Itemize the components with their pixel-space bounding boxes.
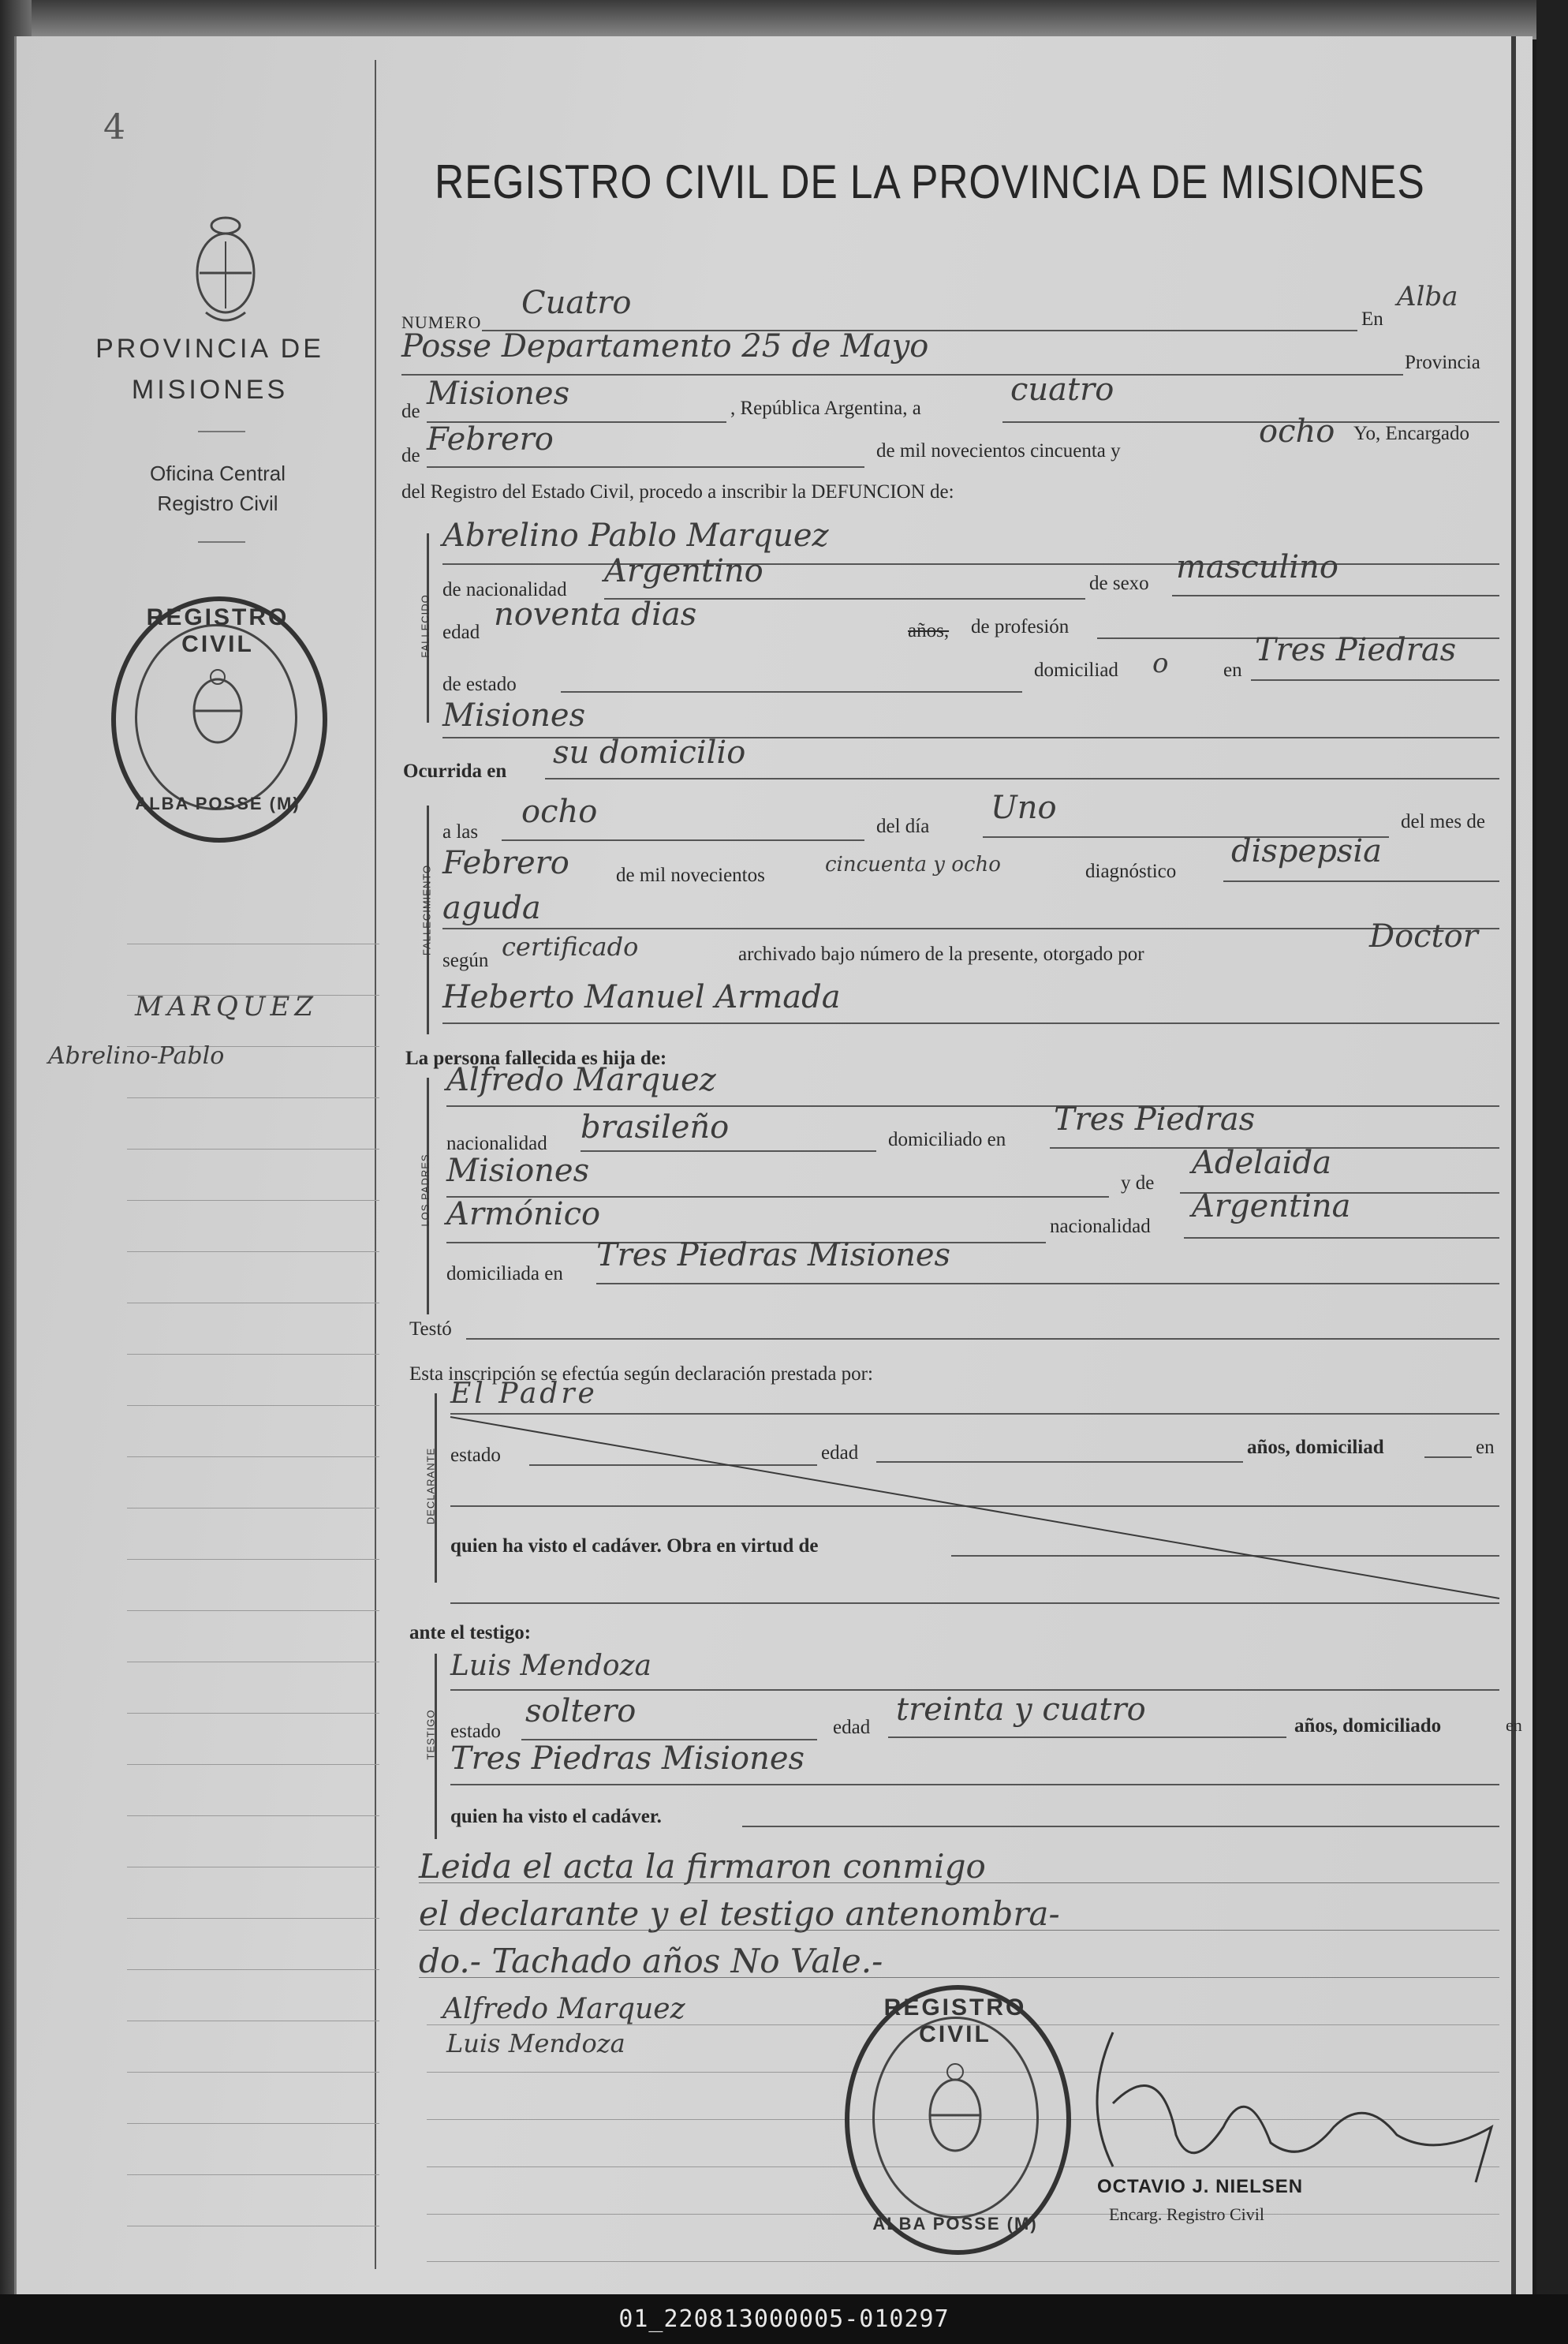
provincia-value: Misiones	[427, 376, 570, 412]
fallecimiento-del-dia-label: del día	[876, 816, 930, 837]
day-value: cuatro	[1010, 372, 1114, 408]
form-title: REGISTRO CIVIL DE LA PROVINCIA DE MISIONES	[435, 155, 1425, 208]
de-label-2: de	[401, 445, 420, 466]
testigo-visto-label: quien ha visto el cadáver.	[450, 1806, 662, 1827]
signature-testigo: Luis Mendoza	[446, 2028, 625, 2058]
encargado-label: Yo, Encargado	[1353, 423, 1469, 444]
fallecido-profesion-label: de profesión	[971, 616, 1070, 637]
office-heading	[64, 458, 371, 518]
image-caption: 01_220813000005-010297	[0, 2294, 1568, 2344]
margin-stamp-bottom-text: ALBA POSSE (M)	[135, 794, 301, 813]
margin-given-names: Abrelino-Pablo	[48, 1042, 225, 1070]
registro-line: del Registro del Estado Civil, procedo a inscribir la DEFUNCION de:	[401, 481, 954, 503]
testigo-anos-label: años, domiciliado	[1294, 1715, 1442, 1737]
declarante-estado-label: estado	[450, 1445, 501, 1466]
testigo-intro: ante el testigo:	[409, 1622, 532, 1643]
closing-line2: el declarante y el testigo antenombra-	[419, 1894, 1060, 1933]
official-signature-scrawl	[1066, 2009, 1507, 2190]
signature-declarante: Alfredo Marquez	[442, 1993, 685, 2025]
testigo-name: Luis Mendoza	[450, 1650, 652, 1682]
declarante-anos-label: años, domiciliad	[1247, 1437, 1384, 1458]
fallecido-domicilio-value2: Misiones	[442, 697, 586, 734]
testigo-domicilio-value: Tres Piedras Misiones	[450, 1740, 805, 1777]
argentine-coat-of-arms-icon	[190, 194, 261, 328]
ocurrida-value: su domicilio	[553, 735, 746, 771]
provincia-label: Provincia	[1405, 352, 1480, 373]
province-line1: PROVINCIA DE	[95, 334, 324, 364]
fallecimiento-diag-value2: aguda	[442, 890, 541, 926]
official-name: OCTAVIO J. NIELSEN	[1097, 2176, 1304, 2197]
fallecimiento-otorgado-value: Doctor	[1369, 918, 1478, 955]
numero-label: NUMERO	[401, 312, 482, 332]
padre-nac-value: brasileño	[581, 1109, 730, 1146]
padre-dom-value2: Misiones	[446, 1153, 590, 1189]
fallecimiento-year-label: de mil novecientos	[616, 865, 765, 886]
office-line2: Registro Civil	[157, 492, 278, 515]
testigo-estado-label: estado	[450, 1721, 501, 1742]
closing-line3: do.- Tachado años No Vale.-	[419, 1942, 883, 1980]
province-heading	[48, 328, 371, 410]
declarante-cancel-stroke	[446, 1413, 1503, 1602]
testo-label: Testó	[409, 1318, 452, 1340]
fallecimiento-a-las-value: ocho	[521, 794, 598, 830]
margin-stamp-top-text: REGISTRO CIVIL	[146, 604, 289, 657]
fallecido-domiciliado-suffix: o	[1152, 648, 1169, 679]
fallecido-edad-value: noventa dias	[494, 596, 697, 633]
declarante-intro: Esta inscripción se efectúa según declaración prestada por:	[409, 1363, 873, 1385]
margin-stamp	[111, 581, 332, 880]
margin-divider	[375, 60, 376, 2269]
fallecido-nacionalidad-label: de nacionalidad	[442, 579, 567, 600]
scanner-edge-top	[32, 0, 1568, 39]
testigo-side-label: TESTIGO	[424, 1709, 437, 1760]
madre-dom-label: domiciliada en	[446, 1263, 563, 1284]
ocurrida-label: Ocurrida en	[403, 761, 507, 782]
fallecido-edad-label: edad	[442, 622, 480, 643]
declarante-side-label: DECLARANTE	[424, 1447, 437, 1525]
testigo-en-label: en	[1506, 1715, 1522, 1735]
official-stamp-top-text: REGISTRO CIVIL	[883, 1994, 1027, 2047]
fallecido-name: Abrelino Pablo Marquez	[442, 518, 829, 554]
madre-nac-label: nacionalidad	[1050, 1216, 1151, 1237]
de-label: de	[401, 401, 420, 422]
fallecido-en-label: en	[1223, 660, 1242, 681]
padre-name: Alfredo Marquez	[446, 1062, 716, 1098]
fallecimiento-year-value: cincuenta y ocho	[825, 853, 1001, 877]
fallecimiento-a-las-label: a las	[442, 821, 479, 843]
official-stamp	[845, 1985, 1081, 2293]
republica-label: , República Argentina, a	[730, 398, 921, 419]
closing-line1: Leida el acta la firmaron conmigo	[419, 1847, 986, 1886]
padre-dom-value: Tres Piedras	[1054, 1101, 1256, 1138]
fallecimiento-side-label: FALLECIMIENTO	[420, 864, 433, 956]
fallecido-anos-label: años,	[908, 620, 950, 641]
margin-rule-2	[198, 541, 245, 543]
numero-value: Cuatro	[521, 285, 632, 321]
fallecido-estado-label: de estado	[442, 674, 517, 695]
place-value: Posse Departamento 25 de Mayo	[401, 328, 929, 364]
province-line2: MISIONES	[131, 375, 289, 405]
fallecimiento-segun-label: según	[442, 950, 489, 971]
declarante-edad-label: edad	[821, 1442, 859, 1464]
padres-intro: La persona fallecida es hija de:	[405, 1048, 667, 1069]
madre-dom-value: Tres Piedras Misiones	[596, 1237, 951, 1273]
scanner-edge-right	[1536, 0, 1568, 2344]
page-number: 4	[103, 107, 125, 148]
en-value: Alba	[1397, 281, 1458, 312]
month-value: Febrero	[427, 421, 554, 458]
fallecido-sexo-value: masculino	[1176, 549, 1338, 585]
fallecimiento-doctor-value: Heberto Manuel Armada	[442, 979, 841, 1015]
fallecimiento-segun-value: certificado	[502, 932, 639, 962]
madre-name1: Adelaida	[1192, 1145, 1332, 1181]
en-label: En	[1361, 308, 1383, 330]
margin-surname: MARQUEZ	[135, 991, 318, 1022]
year-label: de mil novecientos cincuenta y	[876, 440, 1121, 462]
fallecido-sexo-label: de sexo	[1089, 573, 1149, 594]
fallecimiento-mes-label: del mes de	[1401, 811, 1485, 832]
declarante-visto-label: quien ha visto el cadáver. Obra en virtud de	[450, 1535, 819, 1557]
fallecido-nacionalidad-value: Argentino	[604, 553, 763, 589]
fallecido-side-label: FALLECIDO	[419, 594, 431, 658]
official-stamp-coat-of-arms-icon	[920, 2060, 991, 2163]
fallecimiento-mes-value: Febrero	[442, 845, 569, 881]
declarante-name: El Padre	[450, 1378, 598, 1410]
madre-nac-value: Argentina	[1192, 1188, 1351, 1224]
declarante-en-label: en	[1476, 1437, 1495, 1458]
fallecido-domicilio-value: Tres Piedras	[1255, 632, 1457, 668]
fallecimiento-diag-value: dispepsia	[1231, 833, 1382, 869]
testigo-edad-value: treinta y cuatro	[896, 1692, 1146, 1728]
testigo-edad-label: edad	[833, 1717, 871, 1738]
margin-rule	[198, 431, 245, 432]
office-line1: Oficina Central	[150, 462, 286, 485]
official-stamp-bottom-text: ALBA POSSE (M)	[872, 2214, 1038, 2234]
official-title: Encarg. Registro Civil	[1109, 2204, 1264, 2224]
madre-y-de-label: y de	[1121, 1172, 1155, 1194]
testigo-estado-value: soltero	[525, 1693, 637, 1729]
fallecimiento-del-dia-value: Uno	[991, 790, 1057, 826]
padre-dom-label: domiciliado en	[888, 1129, 1006, 1150]
page-binding-edge	[1511, 36, 1516, 2294]
register-page	[14, 36, 1533, 2294]
year-value: ocho	[1259, 413, 1335, 450]
stamp-coat-of-arms-icon	[186, 667, 249, 754]
fallecido-domiciliado-label: domiciliad	[1034, 660, 1118, 681]
fallecimiento-archivado-label: archivado bajo número de la presente, otorgado por	[738, 944, 1144, 965]
madre-name2: Armónico	[446, 1196, 601, 1232]
padres-side-label: LOS PADRES	[419, 1153, 431, 1227]
padre-nac-label: nacionalidad	[446, 1133, 547, 1154]
fallecimiento-diag-label: diagnóstico	[1085, 861, 1177, 882]
